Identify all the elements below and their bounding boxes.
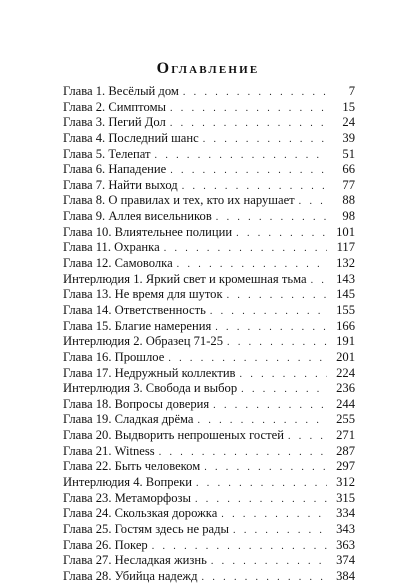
- toc-entry-label: Глава 6. Нападение: [63, 162, 167, 177]
- toc-entry-page-number: 343: [336, 521, 355, 536]
- dot-leader: [233, 523, 327, 539]
- dot-leader: [195, 492, 327, 508]
- toc-entry-label: Глава 3. Пегий Дол: [63, 115, 166, 130]
- toc-entry-page-number: 88: [342, 193, 355, 208]
- toc-entry: [63, 506, 355, 522]
- toc-entry-label: Глава 15. Благие намерения: [63, 318, 212, 333]
- toc-entry-page-number: 155: [336, 302, 355, 317]
- dot-leader: [203, 132, 327, 148]
- toc-entry-label: Глава 10. Влиятельнее полиции: [63, 224, 233, 239]
- toc-entry-label: Глава 13. Не время для шуток: [63, 287, 223, 302]
- toc-entry-label: Глава 28. Убийца надежд: [63, 568, 198, 583]
- toc-entry: [63, 193, 355, 209]
- dot-leader: [183, 85, 327, 101]
- toc-entry-label: Глава 26. Покер: [63, 537, 148, 552]
- dot-leader: [216, 210, 327, 226]
- toc-entry: [63, 319, 355, 335]
- toc-entry: [63, 366, 355, 382]
- toc-title: Оглавление: [156, 60, 260, 77]
- dot-leader: [204, 460, 327, 476]
- toc-entry: [63, 209, 355, 225]
- toc-entry-page-number: 24: [342, 115, 355, 130]
- dot-leader: [288, 429, 327, 445]
- toc-entry-page-number: 117: [336, 240, 355, 255]
- toc-entry-label: Глава 1. Весёлый дом: [63, 84, 179, 98]
- dot-leader: [177, 257, 327, 273]
- toc-entry-page-number: 143: [336, 271, 355, 286]
- toc-entry-label: Глава 23. Метаморфозы: [63, 490, 191, 505]
- toc-entry-label: Глава 7. Найти выход: [63, 177, 178, 192]
- toc-entry-page-number: 66: [342, 162, 355, 177]
- toc-entry-page-number: 51: [342, 146, 355, 161]
- toc-entry: [63, 522, 355, 538]
- toc-entry: [63, 256, 355, 272]
- toc-entry: [63, 428, 355, 444]
- toc-entry-page-number: 98: [342, 209, 355, 224]
- toc-entry-page-number: 244: [336, 396, 355, 411]
- toc-entry-page-number: 297: [336, 459, 355, 474]
- toc-entry-page-number: 334: [336, 506, 355, 521]
- dot-leader: [311, 273, 327, 289]
- toc-entry: [63, 553, 355, 569]
- toc-entry-label: Интерлюдия 4. Вопреки: [63, 475, 192, 490]
- toc-entry-page-number: 255: [336, 412, 355, 427]
- dot-leader: [241, 382, 327, 398]
- dot-leader: [210, 304, 327, 320]
- toc-entry-label: Глава 8. О правилах и тех, кто их нарушает: [63, 193, 295, 208]
- toc-entry-page-number: 236: [336, 381, 355, 396]
- toc-entry-label: Глава 16. Прошлое: [63, 349, 165, 364]
- toc-entry-page-number: 315: [336, 490, 355, 505]
- toc-entry-page-number: 191: [336, 334, 355, 349]
- toc-entry-page-number: 166: [336, 318, 355, 333]
- toc-entry: [63, 287, 355, 303]
- dot-leader: [164, 241, 327, 257]
- toc-entry: [63, 178, 355, 194]
- dot-leader: [215, 320, 327, 336]
- toc-entry-label: Глава 11. Охранка: [63, 240, 160, 255]
- dot-leader: [227, 288, 327, 304]
- toc-list: [63, 84, 355, 585]
- toc-entry-label: Глава 21. Witness: [63, 443, 155, 458]
- dot-leader: [168, 351, 327, 367]
- toc-entry-label: Глава 27. Несладкая жизнь: [63, 553, 207, 568]
- dot-leader: [240, 367, 327, 383]
- toc-entry-page-number: 374: [336, 553, 355, 568]
- dot-leader: [182, 179, 327, 195]
- toc-entry: [63, 459, 355, 475]
- dot-leader: [221, 507, 327, 523]
- toc-entry-page-number: 7: [348, 84, 355, 98]
- toc-entry-page-number: 363: [336, 537, 355, 552]
- dot-leader: [196, 476, 327, 492]
- toc-entry-page-number: 384: [336, 568, 355, 583]
- toc-entry-page-number: 15: [342, 99, 355, 114]
- dot-leader: [155, 148, 327, 164]
- toc-entry-label: Глава 18. Вопросы доверия: [63, 396, 210, 411]
- toc-entry-label: Глава 19. Сладкая дрёма: [63, 412, 194, 427]
- toc-entry: [63, 84, 355, 100]
- toc-entry: [63, 334, 355, 350]
- dot-leader: [159, 445, 327, 461]
- dot-leader: [198, 413, 327, 429]
- toc-entry-label: Глава 5. Телепат: [63, 146, 151, 161]
- dot-leader: [299, 194, 327, 210]
- toc-entry-label: Интерлюдия 3. Свобода и выбор: [63, 381, 238, 396]
- toc-entry: [63, 381, 355, 397]
- toc-entry-page-number: 39: [342, 130, 355, 145]
- toc-entry: [63, 162, 355, 178]
- toc-entry: [63, 240, 355, 256]
- dot-leader: [170, 116, 327, 132]
- toc-entry: [63, 272, 355, 288]
- toc-entry: [63, 131, 355, 147]
- toc-entry-label: Глава 4. Последний шанс: [63, 130, 199, 145]
- toc-entry: [63, 569, 355, 585]
- toc-entry-label: Глава 12. Самоволка: [63, 256, 173, 271]
- dot-leader: [211, 554, 327, 570]
- toc-entry-page-number: 201: [336, 349, 355, 364]
- toc-entry-label: Интерлюдия 2. Образец 71-25: [63, 334, 224, 349]
- dot-leader: [202, 570, 327, 586]
- toc-entry-label: Глава 14. Ответственность: [63, 302, 206, 317]
- toc-entry-page-number: 77: [342, 177, 355, 192]
- toc-entry: [63, 538, 355, 554]
- toc-entry-page-number: 271: [336, 428, 355, 443]
- toc-entry: [63, 100, 355, 116]
- toc-entry: [63, 225, 355, 241]
- toc-entry-label: Глава 24. Скользкая дорожка: [63, 506, 218, 521]
- toc-entry-label: Глава 20. Выдворить непрошеных гостей: [63, 428, 284, 443]
- toc-entry: [63, 491, 355, 507]
- toc-entry-page-number: 312: [336, 475, 355, 490]
- toc-entry-label: Интерлюдия 1. Яркий свет и кромешная тьма: [63, 271, 307, 286]
- toc-entry: [63, 147, 355, 163]
- dot-leader: [170, 101, 327, 117]
- toc-entry-label: Глава 25. Гостям здесь не рады: [63, 521, 230, 536]
- toc-entry: [63, 115, 355, 131]
- toc-entry-page-number: 101: [336, 224, 355, 239]
- toc-entry-label: Глава 17. Недружный коллектив: [63, 365, 236, 380]
- toc-entry-page-number: 287: [336, 443, 355, 458]
- dot-leader: [227, 335, 327, 351]
- toc-entry-page-number: 224: [336, 365, 355, 380]
- dot-leader: [213, 398, 327, 414]
- toc-entry: [63, 412, 355, 428]
- toc-entry: [63, 397, 355, 413]
- toc-entry-label: Глава 2. Симптомы: [63, 99, 166, 114]
- toc-entry-page-number: 132: [336, 256, 355, 271]
- toc-entry: [63, 475, 355, 491]
- toc-entry-label: Глава 22. Быть человеком: [63, 459, 201, 474]
- toc-entry-page-number: 145: [336, 287, 355, 302]
- toc-entry: [63, 444, 355, 460]
- dot-leader: [152, 539, 327, 555]
- dot-leader: [236, 226, 327, 242]
- toc-entry: [63, 303, 355, 319]
- toc-entry: [63, 350, 355, 366]
- toc-entry-label: Глава 9. Аллея висельников: [63, 209, 212, 224]
- dot-leader: [170, 163, 327, 179]
